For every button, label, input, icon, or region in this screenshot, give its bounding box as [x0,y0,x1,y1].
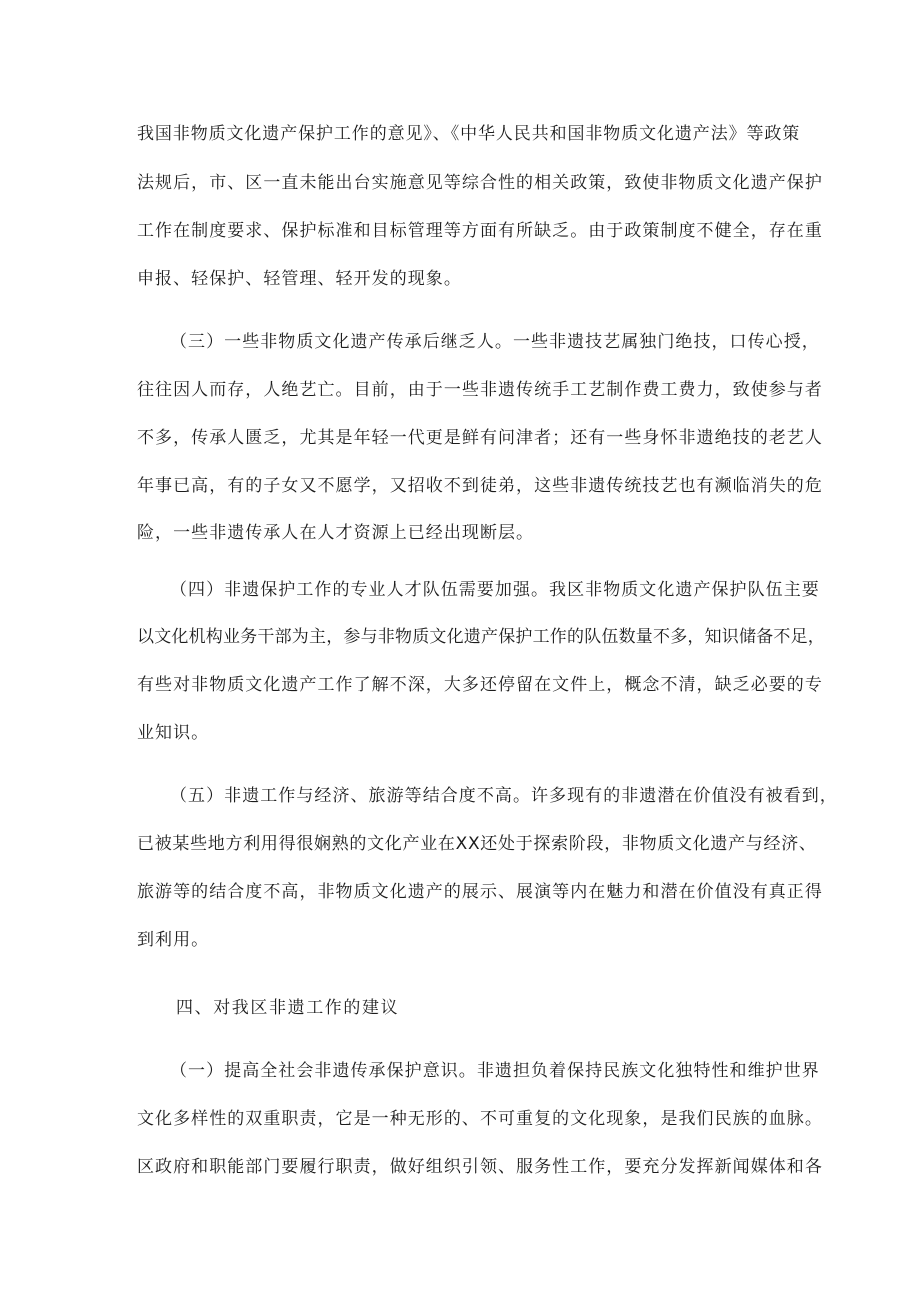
text-line: 旅游等的结合度不高，非物质文化遗产的展示、展演等内在魅力和潜在价值没有真正得 [137,882,823,902]
text-line: 不多，传承人匮乏，尤其是年轻一代更是鲜有问津者；还有一些身怀非遗绝技的老艺人 [137,428,823,448]
text-line: 以文化机构业务干部为主，参与非物质文化遗产保护工作的队伍数量不多，知识储备不足， [137,627,825,647]
text-line: 工作在制度要求、保护标准和目标管理等方面有所缺乏。由于政策制度不健全，存在重 [137,221,823,241]
text-line: （一）提高全社会非遗传承保护意识。非遗担负着保持民族文化独特性和维护世界 [170,1061,820,1081]
text-line: 法规后，市、区一直未能出台实施意见等综合性的相关政策，致使非物质文化遗产保护 [137,173,823,193]
text-line: （四）非遗保护工作的专业人才队伍需要加强。我区非物质文化遗产保护队伍主要 [170,580,820,600]
section-title: 四、对我区非遗工作的建议 [176,998,400,1018]
text-line: 往往因人而存，人绝艺亡。目前，由于一些非遗传统手工艺制作费工费力，致使参与者 [137,380,823,400]
text-line: 文化多样性的双重职责，它是一种无形的、不可重复的文化现象，是我们民族的血脉。 [137,1109,823,1129]
text-line: 已被某些地方利用得很娴熟的文化产业在XX还处于探索阶段，非物质文化遗产与经济、 [137,834,817,854]
text-line: 我国非物质文化遗产保护工作的意见》、《中华人民共和国非物质文化遗产法》等政策 [137,124,801,144]
text-line: （五）非遗工作与经济、旅游等结合度不高。许多现有的非遗潜在价值没有被看到， [170,786,838,806]
text-line: 有些对非物质文化遗产工作了解不深，大多还停留在文件上，概念不清，缺乏必要的专 [137,675,823,695]
text-line: 险，一些非遗传承人在人才资源上已经出现断层。 [137,523,535,543]
text-line: 到利用。 [137,930,210,950]
text-line: 区政府和职能部门要履行职责，做好组织引领、服务性工作，要充分发挥新闻媒体和各 [137,1157,823,1177]
text-line: 年事已高，有的子女又不愿学，又招收不到徒弟，这些非遗传统技艺也有濒临消失的危 [137,476,823,496]
text-line: 业知识。 [137,723,210,743]
text-line: 申报、轻保护、轻管理、轻开发的现象。 [137,269,462,289]
text-line: （三）一些非物质文化遗产传承后继乏人。一些非遗技艺属独门绝技，口传心授， [170,332,820,352]
